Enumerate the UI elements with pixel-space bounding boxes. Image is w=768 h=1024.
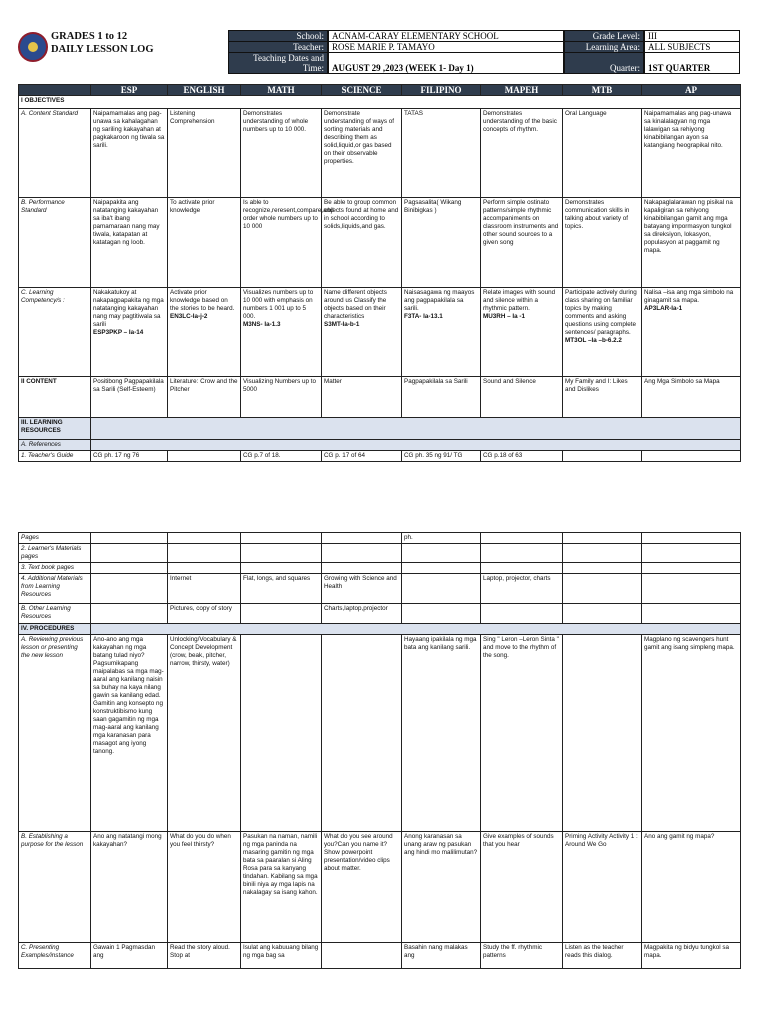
dates-label	[228, 52, 328, 74]
table-cell: CG ph. 35 ng 91/ TG	[402, 451, 481, 462]
table-cell: Be able to group common objects found at home and in school according to solids,liquids,and gas.	[322, 198, 402, 288]
table-cell	[168, 288, 241, 377]
table-cell	[642, 563, 741, 574]
objectives-row	[19, 96, 741, 109]
cell-text: Participate actively during class sharing on familiar topics by making comments and asking questions using complete sentences/ paragraphs.	[565, 289, 637, 336]
cell-text: Activate prior knowledge based on the stories to be heard.	[170, 289, 235, 312]
row-label: 4. Additional Materials from Learning Resources	[19, 574, 91, 604]
doc-title-line1: GRADES 1 to 12	[51, 31, 128, 42]
teacher-label: Teacher:	[228, 41, 328, 53]
cell-code: MT3OL –Ia –b-6.2.2	[565, 337, 622, 344]
table-cell	[91, 604, 168, 624]
row-label: Pages	[19, 533, 91, 544]
row-label: B. Establishing a purpose for the lesson	[19, 832, 91, 943]
table-cell	[642, 604, 741, 624]
col-header: MATH	[241, 85, 322, 96]
table-cell	[402, 604, 481, 624]
table-cell	[563, 635, 642, 832]
procedures-row	[19, 624, 741, 635]
table-cell: Literature: Crow and the Pitcher	[168, 377, 241, 418]
table-cell: Pictures, copy of story	[168, 604, 241, 624]
table-cell: Positibong Pagpapakilala sa Sarili (Self-Esteem)	[91, 377, 168, 418]
cell-code: M3NS- Ia-1.3	[243, 321, 281, 328]
table-cell	[563, 574, 642, 604]
table-cell	[563, 544, 642, 563]
cell-text: Visualizes numbers up to 10 000 with emphasis on numbers 1 001 up to 5 000.	[243, 289, 314, 320]
table-cell	[168, 563, 241, 574]
table-cell: Sound and Silence	[481, 377, 563, 418]
reviewing-row	[19, 635, 741, 832]
table-cell	[642, 451, 741, 462]
table-cell: Flat, longs, and squares	[241, 574, 322, 604]
table-cell	[322, 563, 402, 574]
table-cell	[642, 574, 741, 604]
teacher-value: ROSE MARIE P. TAMAYO	[328, 41, 564, 53]
table-cell	[402, 544, 481, 563]
row-label: II CONTENT	[19, 377, 91, 418]
quarter-value: 1ST QUARTER	[644, 52, 740, 74]
table-cell	[402, 574, 481, 604]
table-cell: Naipapakita ang natatanging kakayahan sa iba't ibang pamamaraan nang may tiwala, katapatan at katatagan ng loob.	[91, 198, 168, 288]
cell-code: ESP3PKP – Ia-14	[93, 329, 144, 336]
table-cell	[563, 533, 642, 544]
cell-text: Naisasagawa ng maayos ang pagpapakilala sa sarili.	[404, 289, 475, 312]
table-cell	[91, 574, 168, 604]
grade-level-label: Grade Level:	[564, 30, 644, 42]
content-standard-row	[19, 109, 741, 198]
table-cell	[91, 624, 741, 635]
dates-label-line2: Time:	[302, 63, 324, 73]
other-resources-row	[19, 604, 741, 624]
table-cell	[91, 544, 168, 563]
table-cell	[241, 604, 322, 624]
row-label: III. LEARNING RESOURCES	[19, 418, 91, 440]
learning-resources-row	[19, 418, 741, 440]
cell-text: Nakakatukoy at nakapagpapakita ng mga natatanging kakayahan nang may pagtitiwala sa sarili	[93, 289, 164, 328]
table-cell	[481, 288, 563, 377]
table-cell: Ano ang natatangi mong kakayahan?	[91, 832, 168, 943]
row-label: A. Reviewing previous lesson or presenting the new lesson	[19, 635, 91, 832]
subject-header-row	[19, 85, 741, 96]
dates-label-line1: Teaching Dates and	[253, 53, 324, 63]
establishing-row	[19, 832, 741, 943]
table-cell	[481, 533, 563, 544]
table-cell: CG p.18 of 63	[481, 451, 563, 462]
col-header: MAPEH	[481, 85, 563, 96]
table-cell: My Family and I: Likes and Dislikes	[563, 377, 642, 418]
table-cell: What do you do when you feel thirsty?	[168, 832, 241, 943]
row-label: B. Other Learning Resources	[19, 604, 91, 624]
table-cell: CG ph. 17 ng 76	[91, 451, 168, 462]
table-cell	[91, 533, 168, 544]
row-label: 3. Text book pages	[19, 563, 91, 574]
table-cell: Demonstrates understanding of the basic concepts of rhythm.	[481, 109, 563, 198]
lesson-table-page1	[18, 84, 741, 462]
table-cell: Naipamamalas ang pag-unawa sa kinalalagyan ng mga lalawigan sa rehiyong kinabibilangan ayon sa katangiang heograpikal nito.	[642, 109, 741, 198]
row-label: 1. Teacher's Guide	[19, 451, 91, 462]
grade-level-value: III	[644, 30, 740, 42]
table-cell: Growing with Science and Health	[322, 574, 402, 604]
table-cell: Study the ff. rhythmic patterns	[481, 943, 563, 969]
row-label: B. Performance Standard	[19, 198, 91, 288]
row-label: IV. PROCEDURES	[19, 624, 91, 635]
table-cell: Ano ang gamit ng mapa?	[642, 832, 741, 943]
table-cell: Listening Comprehension	[168, 109, 241, 198]
table-cell	[91, 288, 168, 377]
table-cell	[91, 418, 741, 440]
table-cell	[241, 288, 322, 377]
col-header: ENGLISH	[168, 85, 241, 96]
cell-code: F3TA- Ia-13.1	[404, 313, 443, 320]
table-cell	[563, 288, 642, 377]
table-cell: ph.	[402, 533, 481, 544]
table-cell	[322, 533, 402, 544]
table-cell	[563, 451, 642, 462]
table-cell	[642, 533, 741, 544]
table-cell: CG p.7 of 18.	[241, 451, 322, 462]
table-cell	[322, 544, 402, 563]
table-cell: Magpakita ng bidyu tungkol sa mapa.	[642, 943, 741, 969]
table-cell: Demonstrate understanding of ways of sorting materials and describing them as solid,liquid,or gas based on their observable properties.	[322, 109, 402, 198]
table-cell	[168, 533, 241, 544]
textbook-row	[19, 563, 741, 574]
school-value: ACNAM-CARAY ELEMENTARY SCHOOL	[328, 30, 564, 42]
table-cell	[481, 544, 563, 563]
table-cell: CG p. 17 of 64	[322, 451, 402, 462]
table-cell: Demonstrates communication skills in talking about variety of topics.	[563, 198, 642, 288]
table-cell	[241, 563, 322, 574]
table-cell: Listen as the teacher reads this dialog.	[563, 943, 642, 969]
table-cell: Gawain 1 Pagmasdan ang	[91, 943, 168, 969]
table-cell: Sing " Leron –Leron Sinta " and move to the rhythm of the song.	[481, 635, 563, 832]
row-label: C. Presenting Examples/instance	[19, 943, 91, 969]
cell-text: Relate images with sound and silence within a rhythmic pattern.	[483, 289, 556, 312]
dates-value: AUGUST 29 ,2023 (WEEK 1- Day 1)	[328, 52, 564, 74]
table-cell: Ang Mga Simbolo sa Mapa	[642, 377, 741, 418]
table-cell	[241, 635, 322, 832]
additional-materials-row	[19, 574, 741, 604]
table-cell: Perform simple ostinato patterns/simple rhythmic accompaniments on classroom instruments and other sound sources to a given song	[481, 198, 563, 288]
table-cell: Isulat ang kabuuang bilang ng mga bag sa	[241, 943, 322, 969]
table-cell: Give examples of sounds that you hear	[481, 832, 563, 943]
lesson-log-header	[18, 30, 740, 78]
table-cell: Matter	[322, 377, 402, 418]
table-cell: Anong karanasan sa unang araw ng pasukan ang hindi mo malilimutan?	[402, 832, 481, 943]
performance-standard-row	[19, 198, 741, 288]
doc-title-line2: DAILY LESSON LOG	[51, 44, 154, 55]
table-cell	[402, 563, 481, 574]
row-label: A. Content Standard	[19, 109, 91, 198]
table-cell: Hayaang ipakilala ng mga bata ang kanilang sarili.	[402, 635, 481, 832]
table-cell	[168, 451, 241, 462]
table-cell	[91, 440, 741, 451]
table-cell: Internet	[168, 574, 241, 604]
table-cell: Pagpapakilala sa Sarili	[402, 377, 481, 418]
quarter-label-text: Quarter:	[610, 63, 640, 73]
table-cell	[241, 533, 322, 544]
table-cell	[563, 604, 642, 624]
table-cell: Charts,laptop,projector	[322, 604, 402, 624]
content-row	[19, 377, 741, 418]
table-cell	[322, 943, 402, 969]
col-header: MTB	[563, 85, 642, 96]
col-header: ESP	[91, 85, 168, 96]
cell-text: Name different objects around us Classify the objects based on their characteristics	[324, 289, 387, 320]
header-blank-cell	[19, 85, 91, 96]
table-cell: Demonstrates understanding of whole numbers up to 10 000.	[241, 109, 322, 198]
quarter-label	[564, 52, 644, 74]
school-label: School:	[228, 30, 328, 42]
learning-area-value: ALL SUBJECTS	[644, 41, 740, 53]
lesson-table-page2	[18, 532, 741, 969]
learning-area-label: Learning Area:	[564, 41, 644, 53]
row-label: 2. Learner's Materials pages	[19, 544, 91, 563]
pages-row	[19, 533, 741, 544]
section-heading: I OBJECTIVES	[19, 96, 741, 109]
table-cell	[91, 563, 168, 574]
references-row	[19, 440, 741, 451]
table-cell: Is able to recognize,reresent,compare,and order whole numbers up to 10 000	[241, 198, 322, 288]
table-cell: Priming Activity Activity 1 : Around We Go	[563, 832, 642, 943]
cell-code: EN3LC-Ia-j-2	[170, 313, 208, 320]
table-cell: Ano-ano ang mga kakayahan ng mga batang tulad niyo? Pagsumikapang maipalabas sa mga mag-aaral ang kanilang naisin sa buhay na kaya nilang gawin sa kanilang edad. Gamitin ang konsepto ng konstruktibismo kung saan gagamitin ng mga mag-aaral ang kanilang mga karanasan para masagot ang iyong tanong.	[91, 635, 168, 832]
table-cell	[402, 288, 481, 377]
table-cell	[322, 288, 402, 377]
table-cell	[168, 544, 241, 563]
table-cell	[241, 544, 322, 563]
table-cell: Read the story aloud. Stop at	[168, 943, 241, 969]
table-cell	[642, 288, 741, 377]
table-cell	[642, 544, 741, 563]
cell-code: AP3LAR-Ia-1	[644, 305, 683, 312]
table-cell: Visualizing Numbers up to 5000	[241, 377, 322, 418]
deped-seal-icon	[18, 32, 48, 62]
table-cell	[322, 635, 402, 832]
table-cell: Pagsasalita( Wikang Binibigkas )	[402, 198, 481, 288]
table-cell: TATAS	[402, 109, 481, 198]
table-cell: Laptop, projector, charts	[481, 574, 563, 604]
table-cell: Pasukan na naman, namili ng mga paninda na masaring gamitin ng mga bata sa paaralan si Aling Rosa para sa kanyang tindahan. Kabilang sa mga binili niya ay mga lapis na nakalagay sa isang kahon.	[241, 832, 322, 943]
table-cell: To activate prior knowledge	[168, 198, 241, 288]
row-label: A. References	[19, 440, 91, 451]
competency-row	[19, 288, 741, 377]
col-header: FILIPINO	[402, 85, 481, 96]
table-cell: Nakapaglalarawan ng pisikal na kapaligiran sa rehiyong kinabibilangan gamit ang mga batayang impormasyon tungkol sa direksiyon, lokasyon, populasyon at paggamit ng mapa.	[642, 198, 741, 288]
presenting-row	[19, 943, 741, 969]
cell-code: MU3RH – Ia -1	[483, 313, 525, 320]
teachers-guide-row	[19, 451, 741, 462]
row-label: C. Learning Competency/s :	[19, 288, 91, 377]
col-header: AP	[642, 85, 741, 96]
table-cell: Oral Language	[563, 109, 642, 198]
table-cell	[481, 563, 563, 574]
cell-code: S3MT-Ia-b-1	[324, 321, 360, 328]
table-cell: What do you see around you?Can you name it? Show powerpoint presentation/video clips about matter.	[322, 832, 402, 943]
table-cell: Basahin nang malakas ang	[402, 943, 481, 969]
col-header: SCIENCE	[322, 85, 402, 96]
cell-text: Nalisa –isa ang mga simbolo na ginagamit sa mapa.	[644, 289, 734, 304]
table-cell	[481, 604, 563, 624]
table-cell: Unlocking/Vocabulary & Concept Development (crow, beak, pitcher, narrow, thirsty, water)	[168, 635, 241, 832]
learners-materials-row	[19, 544, 741, 563]
table-cell: Magplano ng scavengers hunt gamit ang isang simpleng mapa.	[642, 635, 741, 832]
table-cell	[563, 563, 642, 574]
table-cell: Naipamamalas ang pag-unawa sa kahalagahan ng sariling kakayahan at pagkakaroon ng tiwala sa sarili.	[91, 109, 168, 198]
